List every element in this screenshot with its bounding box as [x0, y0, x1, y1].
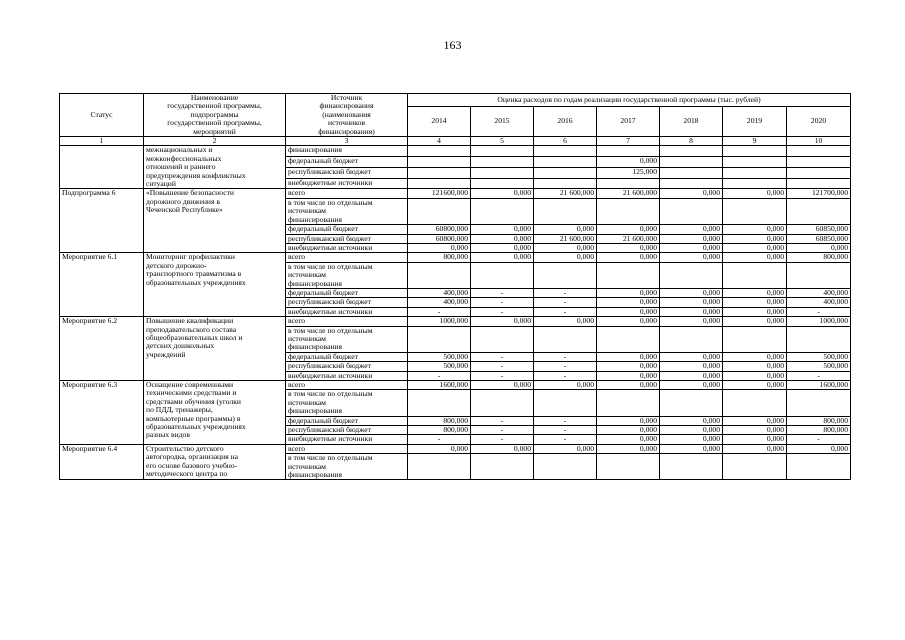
value-cell: 1000,000 — [408, 317, 471, 326]
value-cell: 0,000 — [660, 298, 723, 307]
header-source: Источник финансирования (наименования источников финансирования) — [286, 94, 408, 137]
table-row — [60, 444, 851, 453]
value-cell: 0,000 — [408, 243, 471, 252]
row-source: республиканский бюджет — [286, 362, 408, 371]
value-cell: 0,000 — [597, 157, 660, 168]
value-cell — [597, 146, 660, 157]
row-source: всего — [286, 253, 408, 262]
value-cell — [787, 146, 851, 157]
value-cell — [787, 454, 851, 480]
value-cell: - — [534, 416, 597, 425]
row-name: Мониторинг профилактики детского дорожно- транспортного травматизма в образовательных учреждениях — [144, 253, 286, 317]
value-cell: 0,000 — [660, 371, 723, 380]
value-cell: 121700,000 — [787, 189, 851, 198]
value-cell: 0,000 — [723, 317, 787, 326]
row-source: республиканский бюджет — [286, 234, 408, 243]
value-cell: 0,000 — [471, 317, 534, 326]
value-cell: - — [471, 352, 534, 361]
row-name: Оснащение современными техническими средствами и средствами обучения (уголки по ПДД, тренажеры, компьютерные программы) в образовательных учреждениях разных видов — [144, 381, 286, 445]
value-cell: 0,000 — [471, 381, 534, 390]
value-cell — [723, 157, 787, 168]
row-source: внебюджетные источники — [286, 307, 408, 316]
row-source: всего — [286, 317, 408, 326]
column-number: 3 — [286, 137, 408, 146]
value-cell: - — [534, 426, 597, 435]
value-cell: 0,000 — [660, 234, 723, 243]
value-cell — [787, 262, 851, 288]
value-cell — [471, 167, 534, 178]
value-cell — [408, 146, 471, 157]
value-cell — [597, 262, 660, 288]
value-cell: 21 600,000 — [534, 189, 597, 198]
value-cell — [787, 178, 851, 189]
value-cell — [660, 326, 723, 352]
row-status: Подпрограмма 6 — [60, 189, 144, 253]
row-source: в том числе по отдельным источникам финансирования — [286, 262, 408, 288]
value-cell — [660, 167, 723, 178]
header-year: 2014 — [408, 107, 471, 137]
value-cell: 125,000 — [597, 167, 660, 178]
value-cell: 800,000 — [787, 426, 851, 435]
value-cell — [534, 326, 597, 352]
value-cell: 0,000 — [597, 435, 660, 444]
row-source: федеральный бюджет — [286, 157, 408, 168]
value-cell — [723, 178, 787, 189]
row-source: внебюджетные источники — [286, 371, 408, 380]
value-cell — [723, 262, 787, 288]
column-number: 10 — [787, 137, 851, 146]
value-cell: - — [534, 435, 597, 444]
value-cell: 0,000 — [723, 307, 787, 316]
value-cell — [787, 198, 851, 224]
row-source: внебюджетные источники — [286, 435, 408, 444]
header-year: 2015 — [471, 107, 534, 137]
value-cell: 0,000 — [597, 416, 660, 425]
value-cell: 800,000 — [408, 253, 471, 262]
value-cell — [787, 390, 851, 416]
value-cell — [471, 390, 534, 416]
value-cell: - — [471, 307, 534, 316]
column-number: 9 — [723, 137, 787, 146]
row-source: в том числе по отдельным источникам финансирования — [286, 390, 408, 416]
value-cell: 0,000 — [597, 243, 660, 252]
value-cell: 21 600,000 — [534, 234, 597, 243]
value-cell: - — [408, 307, 471, 316]
value-cell: 0,000 — [534, 225, 597, 234]
value-cell: 0,000 — [723, 288, 787, 297]
value-cell: - — [787, 371, 851, 380]
value-cell: - — [534, 371, 597, 380]
value-cell — [408, 326, 471, 352]
row-status: Мероприятие 6.3 — [60, 381, 144, 445]
value-cell: 0,000 — [597, 307, 660, 316]
value-cell — [471, 262, 534, 288]
header-name: Наименование государственной программы, подпрограммы государственной программы, мероприятий — [144, 94, 286, 137]
row-source: федеральный бюджет — [286, 288, 408, 297]
row-status: Мероприятие 6.2 — [60, 317, 144, 381]
value-cell: 0,000 — [787, 243, 851, 252]
value-cell — [660, 146, 723, 157]
value-cell: 0,000 — [660, 317, 723, 326]
value-cell: 1600,000 — [787, 381, 851, 390]
header-year: 2020 — [787, 107, 851, 137]
value-cell: - — [787, 307, 851, 316]
value-cell — [534, 262, 597, 288]
value-cell: 0,000 — [660, 253, 723, 262]
value-cell — [534, 178, 597, 189]
value-cell: - — [471, 371, 534, 380]
value-cell: 0,000 — [723, 234, 787, 243]
value-cell: - — [534, 298, 597, 307]
value-cell: 0,000 — [723, 444, 787, 453]
value-cell: 0,000 — [723, 253, 787, 262]
value-cell — [534, 157, 597, 168]
value-cell: 121600,000 — [408, 189, 471, 198]
table-row — [60, 317, 851, 326]
value-cell — [597, 390, 660, 416]
value-cell — [787, 167, 851, 178]
value-cell — [534, 198, 597, 224]
value-cell: 0,000 — [534, 317, 597, 326]
value-cell: 0,000 — [597, 352, 660, 361]
value-cell: 0,000 — [471, 225, 534, 234]
value-cell — [723, 167, 787, 178]
value-cell — [787, 326, 851, 352]
header-status: Статус — [60, 94, 144, 137]
value-cell: - — [471, 426, 534, 435]
value-cell: 0,000 — [660, 225, 723, 234]
value-cell: 0,000 — [471, 234, 534, 243]
value-cell — [597, 198, 660, 224]
value-cell: 0,000 — [723, 381, 787, 390]
value-cell: 400,000 — [408, 298, 471, 307]
value-cell — [660, 454, 723, 480]
value-cell — [723, 454, 787, 480]
value-cell: 400,000 — [408, 288, 471, 297]
row-source: федеральный бюджет — [286, 352, 408, 361]
page-number: 163 — [443, 38, 462, 52]
value-cell: - — [408, 371, 471, 380]
value-cell — [660, 157, 723, 168]
table-row — [60, 146, 851, 157]
row-source: в том числе по отдельным источникам финансирования — [286, 326, 408, 352]
value-cell: 0,000 — [787, 444, 851, 453]
row-source: республиканский бюджет — [286, 167, 408, 178]
value-cell: 0,000 — [723, 435, 787, 444]
value-cell: 500,000 — [408, 362, 471, 371]
value-cell: 800,000 — [787, 253, 851, 262]
value-cell: 400,000 — [787, 298, 851, 307]
value-cell: 0,000 — [723, 298, 787, 307]
header-year: 2017 — [597, 107, 660, 137]
value-cell: 0,000 — [660, 288, 723, 297]
row-status — [60, 146, 144, 189]
value-cell: - — [471, 288, 534, 297]
column-number: 5 — [471, 137, 534, 146]
value-cell: 21 600,000 — [597, 189, 660, 198]
value-cell — [471, 326, 534, 352]
value-cell — [723, 198, 787, 224]
value-cell: 800,000 — [408, 416, 471, 425]
value-cell: 21 600,000 — [597, 234, 660, 243]
value-cell — [597, 326, 660, 352]
value-cell: 0,000 — [597, 317, 660, 326]
value-cell: 0,000 — [471, 189, 534, 198]
row-source: федеральный бюджет — [286, 416, 408, 425]
column-number: 6 — [534, 137, 597, 146]
value-cell: 0,000 — [534, 444, 597, 453]
value-cell: 0,000 — [597, 371, 660, 380]
value-cell: 0,000 — [723, 189, 787, 198]
value-cell — [534, 390, 597, 416]
value-cell: 0,000 — [723, 352, 787, 361]
value-cell: 0,000 — [723, 362, 787, 371]
value-cell — [723, 390, 787, 416]
value-cell — [408, 198, 471, 224]
value-cell: - — [408, 435, 471, 444]
table-body — [60, 146, 851, 480]
value-cell — [534, 454, 597, 480]
value-cell — [408, 157, 471, 168]
value-cell: 800,000 — [787, 416, 851, 425]
value-cell: 60850,000 — [787, 225, 851, 234]
row-source: всего — [286, 381, 408, 390]
value-cell — [408, 454, 471, 480]
header-year: 2019 — [723, 107, 787, 137]
value-cell: 0,000 — [723, 243, 787, 252]
value-cell: 0,000 — [660, 435, 723, 444]
column-number: 8 — [660, 137, 723, 146]
value-cell: 0,000 — [723, 426, 787, 435]
table-row — [60, 253, 851, 262]
value-cell: 0,000 — [597, 288, 660, 297]
value-cell — [408, 178, 471, 189]
value-cell: 0,000 — [660, 352, 723, 361]
value-cell: - — [534, 307, 597, 316]
value-cell — [660, 198, 723, 224]
value-cell: 0,000 — [723, 371, 787, 380]
value-cell — [660, 390, 723, 416]
value-cell: 0,000 — [597, 225, 660, 234]
value-cell: 0,000 — [660, 362, 723, 371]
value-cell: 0,000 — [471, 253, 534, 262]
value-cell: 0,000 — [597, 426, 660, 435]
header-year: 2018 — [660, 107, 723, 137]
value-cell: 400,000 — [787, 288, 851, 297]
value-cell — [471, 146, 534, 157]
value-cell: 0,000 — [660, 381, 723, 390]
value-cell — [471, 454, 534, 480]
row-source: в том числе по отдельным источникам финансирования — [286, 198, 408, 224]
value-cell: 0,000 — [723, 225, 787, 234]
value-cell — [723, 326, 787, 352]
value-cell: 0,000 — [723, 416, 787, 425]
value-cell: 0,000 — [408, 444, 471, 453]
value-cell — [660, 178, 723, 189]
value-cell: 500,000 — [787, 352, 851, 361]
row-status: Мероприятие 6.4 — [60, 444, 144, 480]
value-cell — [408, 390, 471, 416]
value-cell — [597, 454, 660, 480]
value-cell — [787, 157, 851, 168]
row-source: внебюджетные источники — [286, 243, 408, 252]
value-cell: 0,000 — [597, 362, 660, 371]
row-source: федеральный бюджет — [286, 225, 408, 234]
value-cell: 800,000 — [408, 426, 471, 435]
value-cell: 0,000 — [660, 189, 723, 198]
value-cell — [408, 262, 471, 288]
value-cell: 60800,000 — [408, 234, 471, 243]
value-cell — [597, 178, 660, 189]
value-cell: 0,000 — [597, 381, 660, 390]
value-cell: 0,000 — [471, 444, 534, 453]
row-source: республиканский бюджет — [286, 426, 408, 435]
value-cell: - — [534, 352, 597, 361]
row-source: внебюджетные источники — [286, 178, 408, 189]
value-cell: 60850,000 — [787, 234, 851, 243]
value-cell: 500,000 — [408, 352, 471, 361]
value-cell: 0,000 — [597, 444, 660, 453]
value-cell: 0,000 — [597, 298, 660, 307]
value-cell — [723, 146, 787, 157]
row-name: Строительство детского автогородка, организация на его основе базового учебно- методического центра по — [144, 444, 286, 480]
column-number: 7 — [597, 137, 660, 146]
row-name: «Повышение безопасности дорожного движения в Чеченской Республике» — [144, 189, 286, 253]
value-cell — [534, 146, 597, 157]
column-number: 2 — [144, 137, 286, 146]
row-status: Мероприятие 6.1 — [60, 253, 144, 317]
value-cell: 1600,000 — [408, 381, 471, 390]
value-cell: 0,000 — [471, 243, 534, 252]
value-cell: 0,000 — [660, 444, 723, 453]
value-cell: 0,000 — [534, 381, 597, 390]
value-cell: - — [534, 362, 597, 371]
value-cell — [534, 167, 597, 178]
value-cell: 1000,000 — [787, 317, 851, 326]
header-year: 2016 — [534, 107, 597, 137]
table-row — [60, 381, 851, 390]
value-cell: 500,000 — [787, 362, 851, 371]
value-cell — [471, 157, 534, 168]
value-cell: - — [471, 362, 534, 371]
value-cell: - — [471, 435, 534, 444]
column-number: 1 — [60, 137, 144, 146]
row-source: всего — [286, 189, 408, 198]
row-source: финансирования — [286, 146, 408, 157]
value-cell: - — [534, 288, 597, 297]
header-estimate: Оценка расходов по годам реализации государственной программы (тыс. рублей) — [408, 94, 851, 107]
value-cell: - — [787, 435, 851, 444]
value-cell: - — [471, 416, 534, 425]
budget-table — [59, 93, 851, 480]
value-cell: 0,000 — [534, 243, 597, 252]
row-source: в том числе по отдельным источникам финансирования — [286, 454, 408, 480]
value-cell: 0,000 — [660, 416, 723, 425]
value-cell: 0,000 — [597, 253, 660, 262]
value-cell — [471, 198, 534, 224]
value-cell — [660, 262, 723, 288]
value-cell: 0,000 — [534, 253, 597, 262]
value-cell: - — [471, 298, 534, 307]
table-row — [60, 189, 851, 198]
row-source: республиканский бюджет — [286, 298, 408, 307]
value-cell: 0,000 — [660, 243, 723, 252]
value-cell — [408, 167, 471, 178]
row-name: Повышение квалификации преподавательского состава общеобразовательных школ и детских дошкольных учреждений — [144, 317, 286, 381]
value-cell: 0,000 — [660, 307, 723, 316]
value-cell: 60800,000 — [408, 225, 471, 234]
value-cell: 0,000 — [660, 426, 723, 435]
value-cell — [471, 178, 534, 189]
row-name: межнациональных и межконфессиональных отношений и раннего предупреждения конфликтных ситуаций — [144, 146, 286, 189]
column-number: 4 — [408, 137, 471, 146]
row-source: всего — [286, 444, 408, 453]
